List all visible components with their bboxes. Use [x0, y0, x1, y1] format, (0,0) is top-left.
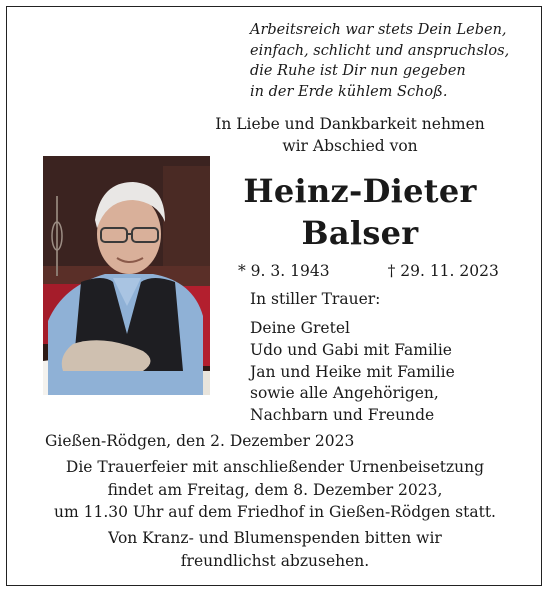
birth-date: * 9. 3. 1943 — [238, 262, 330, 280]
intro-text — [0, 113, 550, 157]
ceremony-info — [0, 456, 550, 524]
name-last: Balser — [301, 214, 419, 252]
flowers-request — [0, 527, 550, 572]
poem-line: die Ruhe ist Dir nun gegeben — [250, 63, 466, 79]
deceased-name — [210, 170, 510, 254]
poem-line: Arbeitsreich war stets Dein Leben, — [250, 22, 507, 38]
place-and-date: Gießen-Rödgen, den 2. Dezember 2023 — [45, 432, 355, 450]
intro-line: In Liebe und Dankbarkeit nehmen — [215, 115, 485, 133]
flowers-line: freundlichst abzusehen. — [180, 551, 370, 570]
ceremony-line: um 11.30 Uhr auf dem Friedhof in Gießen-Rödgen statt. — [54, 503, 496, 521]
life-dates — [238, 260, 499, 282]
name-first: Heinz-Dieter — [243, 172, 477, 210]
intro-line: wir Abschied von — [282, 137, 418, 155]
ceremony-line: findet am Freitag, dem 8. Dezember 2023, — [107, 480, 443, 499]
mourning-heading: In stiller Trauer: — [250, 290, 381, 308]
mourner-line: Jan und Heike mit Familie — [250, 362, 455, 381]
death-date: † 29. 11. 2023 — [387, 262, 499, 280]
mourner-line: Nachbarn und Freunde — [250, 406, 435, 425]
memorial-poem — [250, 20, 509, 102]
mourner-line: Deine Gretel — [250, 319, 350, 337]
mourner-line: Udo und Gabi mit Familie — [250, 340, 452, 359]
portrait-photo — [43, 156, 210, 395]
ceremony-line: Die Trauerfeier mit anschließender Urnenbeisetzung — [65, 458, 485, 476]
mourners-list — [250, 318, 455, 427]
mourner-line: sowie alle Angehörigen, — [250, 384, 439, 403]
poem-line: einfach, schlicht und anspruchslos, — [250, 42, 510, 59]
flowers-line: Von Kranz- und Blumenspenden bitten wir — [108, 529, 442, 547]
portrait-illustration — [43, 156, 210, 395]
poem-line: in der Erde kühlem Schoß. — [250, 83, 448, 100]
